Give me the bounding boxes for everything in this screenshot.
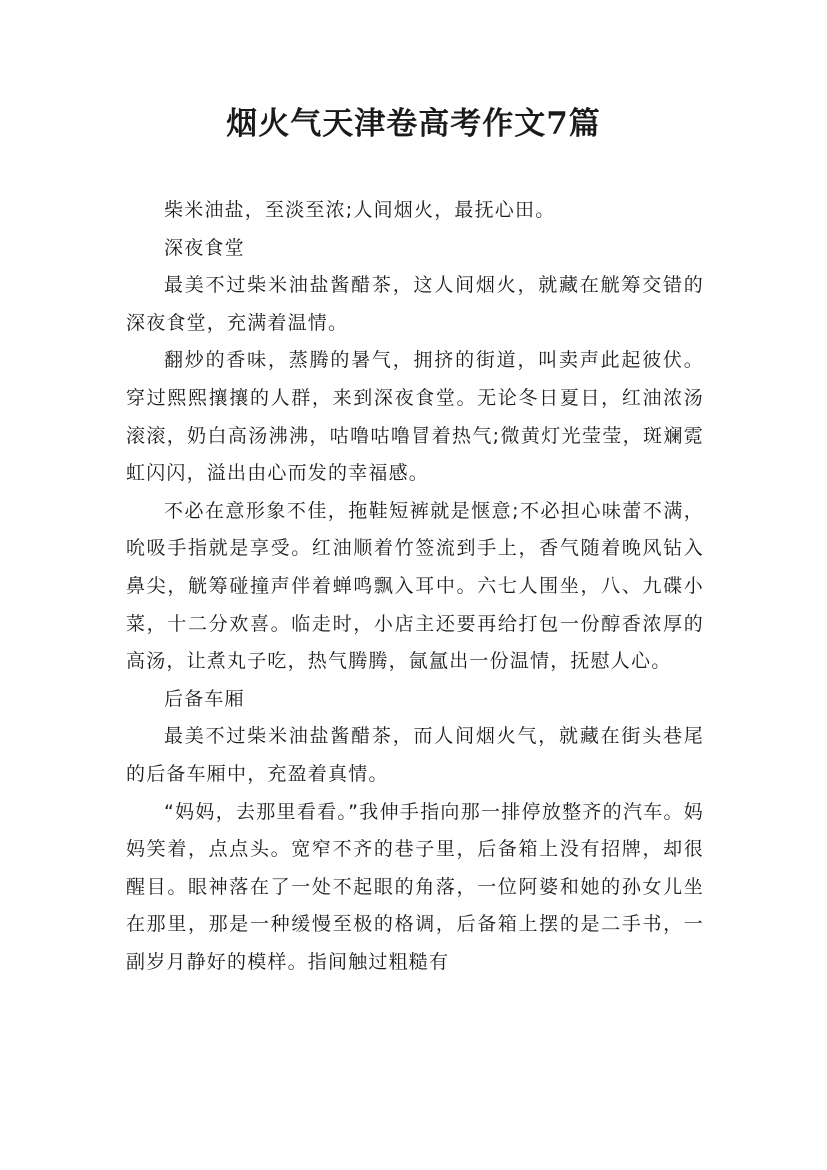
document-body xyxy=(126,192,704,981)
paragraph: “妈妈，去那里看看。”我伸手指向那一排停放整齐的汽车。妈妈笑着，点点头。宽窄不齐的巷子里，后备箱上没有招牌，却很醒目。眼神落在了一处不起眼的角落，一位阿婆和她的孙女儿坐在那里，那是一种缓慢至极的格调，后备箱上摆的是二手书，一副岁月静好的模样。指间触过粗糙有 xyxy=(126,800,704,973)
paragraph: 翻炒的香味，蒸腾的暑气，拥挤的街道，叫卖声此起彼伏。穿过熙熙攘攘的人群，来到深夜食堂。无论冬日夏日，红油浓汤滚滚，奶白高汤沸沸，咕噜咕噜冒着热气;微黄灯光莹莹，斑斓霓虹闪闪，溢出由心而发的幸福感。 xyxy=(126,349,704,485)
document-title: 烟火气天津卷高考作文7篇 xyxy=(226,106,601,142)
paragraph: 最美不过柴米油盐酱醋茶，而人间烟火气，就藏在街头巷尾的后备车厢中，充盈着真情。 xyxy=(126,725,704,785)
section-heading-car-trunk: 后备车厢 xyxy=(164,687,245,710)
paragraph-intro: 柴米油盐，至淡至浓;人间烟火，最抚心田。 xyxy=(164,199,556,221)
paragraph: 不必在意形象不佳，拖鞋短裤就是惬意;不必担心味蕾不满，吮吸手指就是享受。红油顺着竹签流到手上，香气随着晚风钻入鼻尖，觥筹碰撞声伴着蝉鸣飘入耳中。六七人围坐，八、九碟小菜，十二分欢喜。临走时，小店主还要再给打包一份醇香浓厚的高汤，让煮丸子吃，热气腾腾，氤氲出一份温情，抚慰人心。 xyxy=(126,499,704,673)
section-heading-late-night-diner: 深夜食堂 xyxy=(164,236,245,259)
paragraph: 最美不过柴米油盐酱醋茶，这人间烟火，就藏在觥筹交错的深夜食堂，充满着温情。 xyxy=(126,274,704,334)
